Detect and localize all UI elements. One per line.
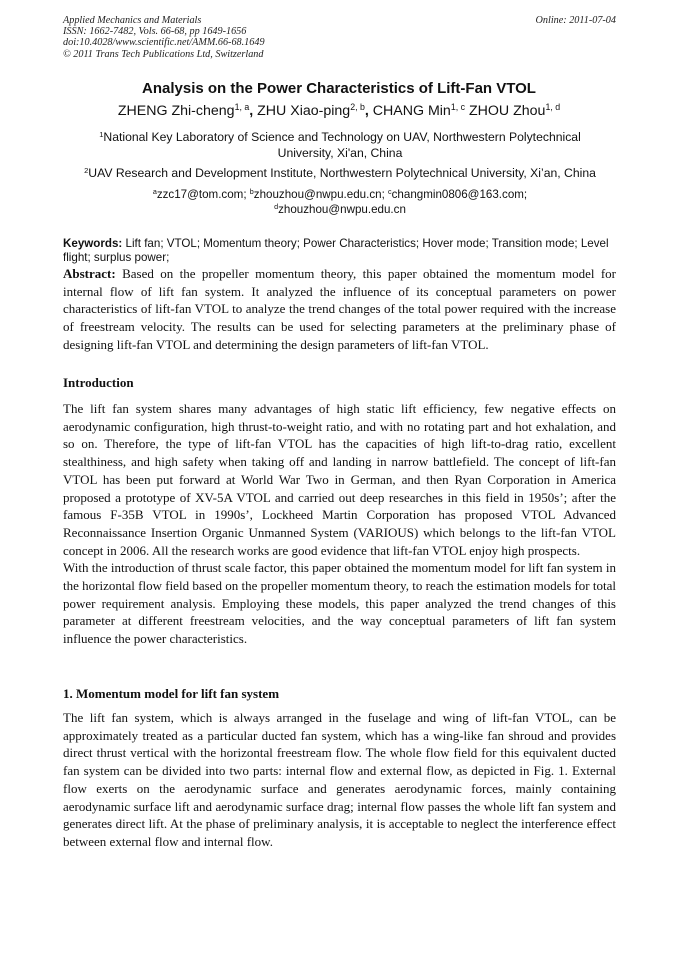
author-name: ZHENG Zhi-cheng [117, 103, 235, 119]
author-name: ZHU Xiao-ping [257, 103, 351, 119]
abstract-text: Based on the propeller momentum theory, this paper obtained the momentum model for internal flow of lift fan system. It analyzed the influence of its conceptual parameters on power characteristics of lift-fan VTOL to analyze the trend changes of the total power required with the increase of freestream velocity. The results can be used for selecting parameters at the preliminary phase of designing lift-fan VTOL and determining the design parameters of lift-fan VTOL. [63, 266, 617, 352]
introduction-body [63, 400, 616, 648]
copyright-line: © 2011 Trans Tech Publications Ltd, Switzerland [63, 48, 264, 60]
email-list [70, 188, 610, 217]
paragraph: With the introduction of thrust scale factor, this paper obtained the momentum model for lift fan system in the horizontal flow field based on the propeller momentum theory, to reach the estimation models for total power requirement analysis. Employing these models, this paper analyzed the trend changes of this parameter at different freestream velocities, and the way conceptual parameters of lift fan system influence the power characteristics. [63, 560, 616, 647]
doi-line: doi:10.4028/www.scientific.net/AMM.66-68.1649 [63, 37, 265, 49]
online-date: Online: 2011-07-04 [535, 15, 616, 26]
author-name: ZHOU Zhou [468, 103, 546, 119]
paper-title: Analysis on the Power Characteristics of Lift-Fan VTOL [142, 80, 536, 97]
section-1-heading: 1. Momentum model for lift fan system [63, 686, 280, 701]
paragraph: The lift fan system, which is always arranged in the fuselage and wing of lift-fan VTOL, can be approximately treated as a particular ducted fan system, which has a wing-like fan shroud and provides direct thrust vertical with the horizontal freestream flow. The whole flow field for this equivalent ducted fan system can be divided into two parts: internal flow and external flow, as depicted in Fig. 1. External flow exerts on the aerodynamic surface and generates aerodynamic forces, mainly containing aerodynamic surface lift and aerodynamic surface drag; internal flow passes the whole lift fan system and generates direct lift. At the phase of preliminary analysis, it is acceptable to neglect the interference effect between external flow and internal flow. [63, 710, 616, 849]
abstract-label: Abstract: [63, 266, 116, 281]
abstract-block [63, 265, 616, 354]
affiliation-text: National Key Laboratory of Science and Technology on UAV, Northwestern Polytechnical University, Xi'an, China [103, 130, 581, 160]
email-superscript: c [388, 187, 392, 197]
author-name: CHANG Min [372, 103, 451, 119]
email-link[interactable]: changmin0806@163.com; [391, 188, 528, 201]
email-link[interactable]: zhouzhou@nwpu.edu.cn [278, 202, 406, 216]
issn-line: ISSN: 1662-7482, Vols. 66-68, pp 1649-1656 [63, 26, 247, 38]
journal-name: Applied Mechanics and Materials [63, 15, 202, 26]
author-separator: , [249, 103, 258, 119]
email-superscript: a [152, 187, 157, 197]
author-superscript: 1, a [234, 102, 250, 113]
email-superscript: b [249, 187, 254, 197]
author-superscript: 1, c [450, 102, 465, 113]
introduction-heading: Introduction [63, 375, 134, 390]
keywords-label: Keywords: [63, 237, 123, 250]
affiliation-superscript: 1 [99, 129, 104, 139]
email-link[interactable]: zzc17@tom.com; [156, 188, 250, 201]
author-separator: , [364, 103, 373, 119]
author-superscript: 2, b [350, 102, 365, 113]
author-superscript: 1, d [545, 102, 561, 113]
affiliation-superscript: 2 [84, 165, 89, 175]
affiliation-1 [70, 130, 610, 161]
keywords-text: Lift fan; VTOL; Momentum theory; Power Characteristics; Hover mode; Transition mode; Level flight; surplus power; [63, 237, 609, 265]
journal-header [63, 15, 616, 60]
email-superscript: d [274, 201, 279, 211]
keywords-block [63, 237, 618, 265]
author-list [0, 103, 678, 119]
affiliation-2 [60, 166, 620, 182]
email-link[interactable]: zhouzhou@nwpu.edu.cn; [253, 188, 389, 201]
paragraph: The lift fan system shares many advantages of high static lift efficiency, few negative effects on aerodynamic configuration, high thrust-to-weight ratio, and with no rotating part and hot exhalation, and so on. Therefore, the type of lift-fan VTOL has the capacities of high lift-to-drag ratio, excellent stealthiness, and high safety when taking off and landing in narrow battlefield. The concept of lift-fan VTOL has been put forward at World War Two in German, and then Ryan Corporation in America proposed a prototype of XV-5A VTOL and carried out deep researches in this field in 1950s’; after the famous F-35B VTOL in 1990s’, Lockheed Martin Corporation has proposed VTOL Advanced Reconnaissance Insertion Organic Unmanned System (VARIOUS) which belongs to the lift-fan VTOL concept in 2006. All the research works are good evidence that lift-fan VTOL enjoy high prospects. [63, 401, 616, 558]
section-1-body [63, 709, 616, 851]
affiliation-text: UAV Research and Development Institute, Northwestern Polytechnical University, Xi’an, China [88, 166, 596, 180]
